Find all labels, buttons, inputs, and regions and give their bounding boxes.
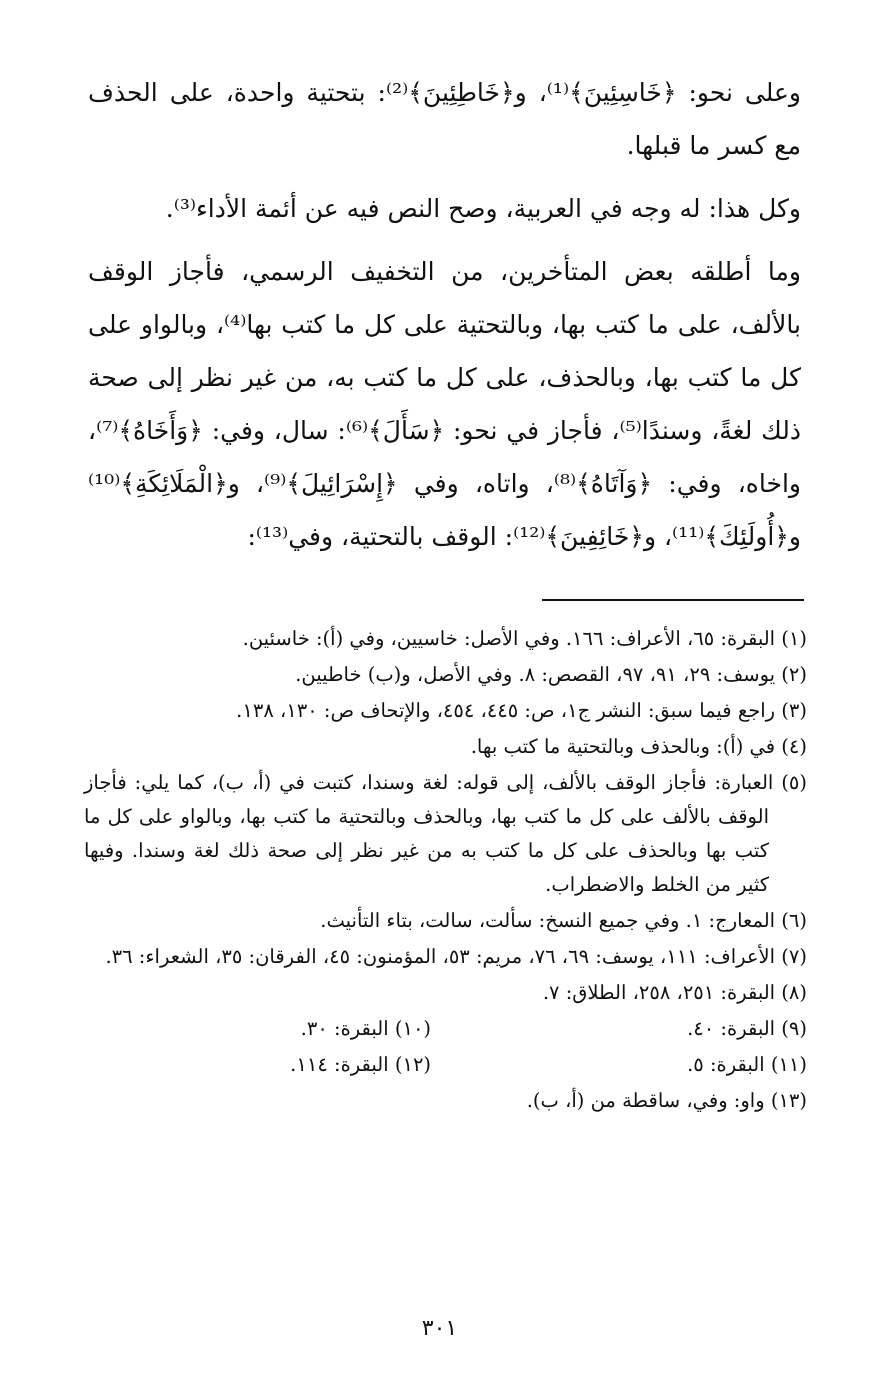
- footnote-5: (٥) العبارة: فأجاز الوقف بالألف، إلى قوله: لغة وسندا، كتبت في (أ، ب)، كما يلي: فأجاز الوقف بالألف على كل ما كتب بها، وبالحذف وبالتحتية ما كتب بها، وبالواو على كل ما كتب بها وبالحذف على كل ما كتب به من غير نظر إلى صحة ذلك لغة وسندا. وفيها كثير من الخلط والاضطراب.: [84, 771, 807, 896]
- footnote-row-11-12: [84, 1048, 807, 1082]
- body-paragraph-1: وعلى نحو: ﴿خَاسِئِينَ﴾⁽¹⁾، و﴿خَاطِئِينَ﴾⁽²⁾: بتحتية واحدة، على الحذف مع كسر ما قبلها.: [88, 78, 801, 160]
- footnote-11: (١١) البقرة: ٥.: [687, 1053, 807, 1076]
- footnote-1: (١) البقرة: ٦٥، الأعراف: ١٦٦. وفي الأصل: خاسيين، وفي (أ): خاسئين.: [242, 627, 807, 650]
- body-paragraph-2: وكل هذا: له وجه في العربية، وصح النص فيه عن أئمة الأداء⁽³⁾.: [165, 194, 801, 223]
- footnote-8: (٨) البقرة: ٢٥١، ٢٥٨، الطلاق: ٧.: [542, 981, 807, 1004]
- footnotes: [84, 622, 807, 1120]
- footnote-4: (٤) في (أ): وبالحذف وبالتحتية ما كتب بها.: [470, 735, 807, 758]
- footnote-9: (٩) البقرة: ٤٠.: [687, 1017, 807, 1040]
- body-paragraph-3: وما أطلقه بعض المتأخرين، من التخفيف الرسمي، فأجاز الوقف بالألف، على ما كتب بها، وبالتحتية على كل ما كتب بها⁽⁴⁾، وبالواو على كل ما كتب بها، وبالحذف، على كل ما كتب به، من غير نظر إلى صحة ذلك لغةً، وسندًا⁽⁵⁾، فأجاز في نحو: ﴿سَأَلَ﴾⁽⁶⁾: سال، وفي: ﴿وَأَخَاهُ﴾⁽⁷⁾، واخاه، وفي: ﴿وَآتَاهُ﴾⁽⁸⁾، واتاه، وفي ﴿إِسْرَائِيلَ﴾⁽⁹⁾، و﴿الْمَلَائِكَةِ﴾⁽¹⁰⁾ و﴿أُولَئِكَ﴾⁽¹¹⁾، و﴿خَائِفِينَ﴾⁽¹²⁾: الوقف بالتحتية، وفي⁽¹³⁾:: [88, 257, 801, 551]
- footnote-13: (١٣) واو: وفي، ساقطة من (أ، ب).: [526, 1089, 807, 1112]
- main-text: [88, 66, 801, 563]
- footnote-2: (٢) يوسف: ٢٩، ٩١، ٩٧، القصص: ٨. وفي الأصل، و(ب) خاطيين.: [295, 663, 807, 686]
- footnote-10: (١٠) البقرة: ٣٠.: [300, 1017, 432, 1040]
- page-number: ٣٠١: [421, 1316, 458, 1341]
- footnote-6: (٦) المعارج: ١. وفي جميع النسخ: سألت، سالت، بتاء التأنيث.: [320, 909, 807, 932]
- footnote-12: (١٢) البقرة: ١١٤.: [290, 1053, 432, 1076]
- footnote-row-9-10: [84, 1012, 807, 1046]
- footnote-7: (٧) الأعراف: ١١١، يوسف: ٦٩، ٧٦، مريم: ٥٣، المؤمنون: ٤٥، الفرقان: ٣٥، الشعراء: ٣٦.: [105, 945, 807, 968]
- footnote-separator: [542, 599, 804, 601]
- footnote-3: (٣) راجع فيما سبق: النشر ج١، ص: ٤٤٥، ٤٥٤، والإتحاف ص: ١٣٠، ١٣٨.: [236, 699, 807, 722]
